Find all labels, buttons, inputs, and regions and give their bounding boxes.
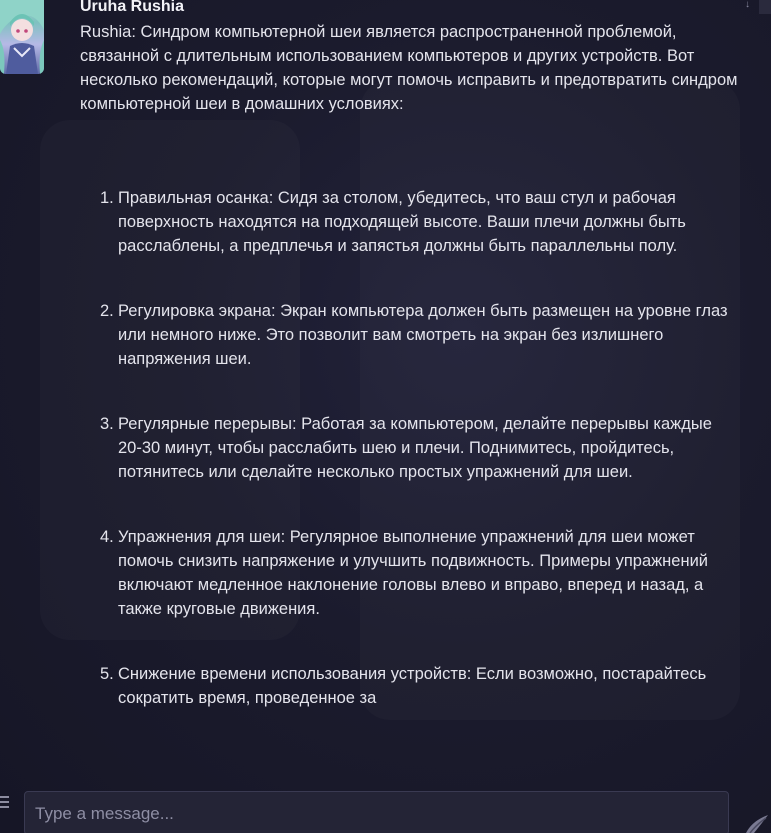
list-item — [100, 525, 740, 621]
list-item-number: 3. — [100, 415, 114, 433]
list-item-number: 4. — [100, 528, 114, 546]
message-intro: Rushia: Синдром компьютерной шеи является распространенной проблемой, связанной с длительным использованием компьютеров и других устройств. Вот несколько рекомендаций, которые могут помочь исправить и предотвратить синдром компьютерной шеи в домашних условиях: — [80, 23, 738, 113]
list-item — [100, 412, 740, 484]
menu-icon[interactable] — [0, 796, 10, 810]
message-input[interactable] — [25, 792, 728, 833]
list-item-number: 2. — [100, 302, 114, 320]
scroll-marker-icon: ↓ — [745, 0, 750, 10]
list-item — [100, 662, 740, 710]
list-item — [100, 299, 740, 371]
list-item — [100, 186, 740, 258]
tips-list — [80, 186, 740, 710]
list-item-text: Снижение времени использования устройств: Если возможно, постарайтесь сократить время, проведенное за — [118, 665, 707, 707]
avatar[interactable] — [0, 0, 44, 74]
scrollbar[interactable] — [759, 0, 771, 14]
message-sender: Uruha Rushia — [80, 0, 185, 15]
list-item-text: Правильная осанка: Сидя за столом, убедитесь, что ваш стул и рабочая поверхность находятся на подходящей высоте. Ваши плечи должны быть расслаблены, а предплечья и запястья должны быть параллельны полу. — [118, 189, 686, 255]
avatar-image — [0, 0, 44, 74]
list-item-number: 5. — [100, 665, 114, 683]
list-item-number: 1. — [100, 189, 114, 207]
message-input-container — [24, 791, 729, 833]
send-icon[interactable] — [742, 813, 771, 833]
list-item-text: Регулярные перерывы: Работая за компьютером, делайте перерывы каждые 20-30 минут, чтобы расслабить шею и плечи. Поднимитесь, пройдитесь, потянитесь или сделайте несколько простых упражнений для шеи. — [118, 415, 712, 481]
chat-message — [80, 0, 740, 751]
list-item-text: Регулировка экрана: Экран компьютера должен быть размещен на уровне глаз или немного ниже. Это позволит вам смотреть на экран без излишнего напряжения шеи. — [118, 302, 728, 368]
list-item-text: Упражнения для шеи: Регулярное выполнение упражнений для шеи может помочь снизить напряжение и улучшить подвижность. Примеры упражнений включают медленное наклонение головы влево и вправо, вперед и назад, а также круговые движения. — [118, 528, 709, 618]
